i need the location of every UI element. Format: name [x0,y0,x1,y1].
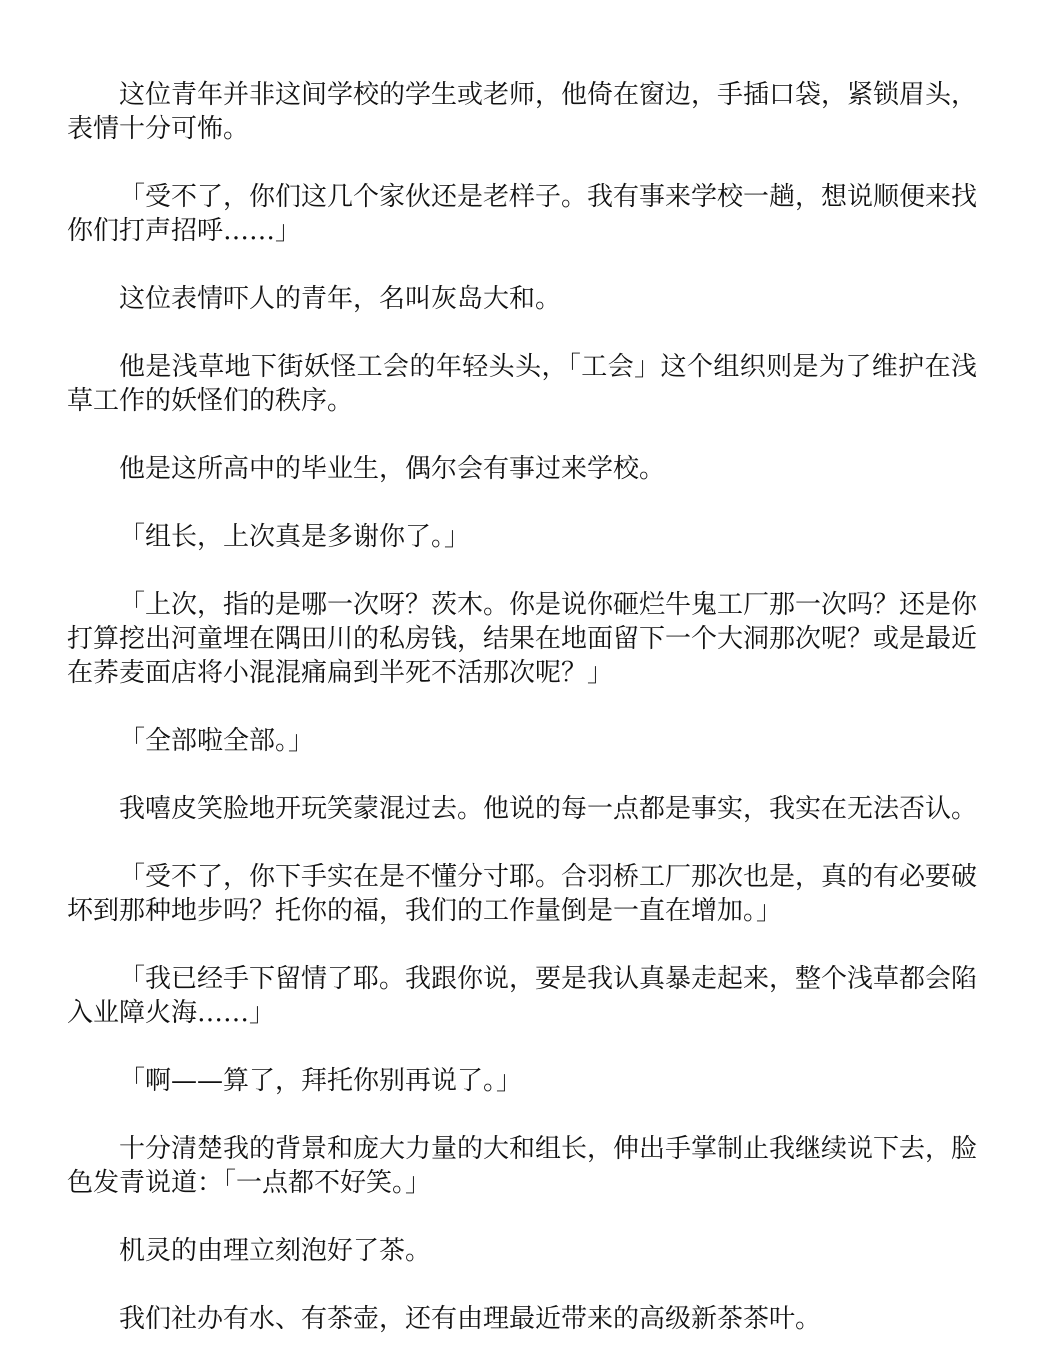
paragraph: 「组长，上次真是多谢你了。」 [119,522,471,552]
paragraph: 十分清楚我的背景和庞大力量的大和组长，伸出手掌制止我继续说下去，脸色发青说道：「一点都不好笑。」 [67,1134,978,1198]
paragraph: 这位表情吓人的青年，名叫灰岛大和。 [119,284,562,314]
document-page [67,78,977,1370]
paragraph: 他是这所高中的毕业生，偶尔会有事过来学校。 [119,454,666,484]
paragraph: 「我已经手下留情了耶。我跟你说，要是我认真暴走起来，整个浅草都会陷入业障火海……」 [67,964,978,1028]
paragraph: 「上次，指的是哪一次呀？茨木。你是说你砸烂牛鬼工厂那一次吗？还是你打算挖出河童埋在隅田川的私房钱，结果在地面留下一个大洞那次呢？或是最近在荞麦面店将小混混痛扁到半死不活那次呢？」 [67,590,978,688]
paragraph: 「啊——算了，拜托你别再说了。」 [119,1066,523,1096]
paragraph: 我嘻皮笑脸地开玩笑蒙混过去。他说的每一点都是事实，我实在无法否认。 [119,794,978,824]
paragraph: 「全部啦全部。」 [119,726,315,756]
paragraph: 「受不了，你下手实在是不懂分寸耶。合羽桥工厂那次也是，真的有必要破坏到那种地步吗？托你的福，我们的工作量倒是一直在增加。」 [67,862,978,926]
paragraph: 他是浅草地下街妖怪工会的年轻头头，「工会」这个组织则是为了维护在浅草工作的妖怪们的秩序。 [67,352,977,416]
paragraph: 机灵的由理立刻泡好了茶。 [119,1236,432,1266]
paragraph: 我们社办有水、有茶壶，还有由理最近带来的高级新茶茶叶。 [119,1304,822,1334]
paragraph: 这位青年并非这间学校的学生或老师，他倚在窗边，手插口袋，紧锁眉头，表情十分可怖。 [67,80,978,144]
paragraph: 「受不了，你们这几个家伙还是老样子。我有事来学校一趟，想说顺便来找你们打声招呼……」 [67,182,978,246]
